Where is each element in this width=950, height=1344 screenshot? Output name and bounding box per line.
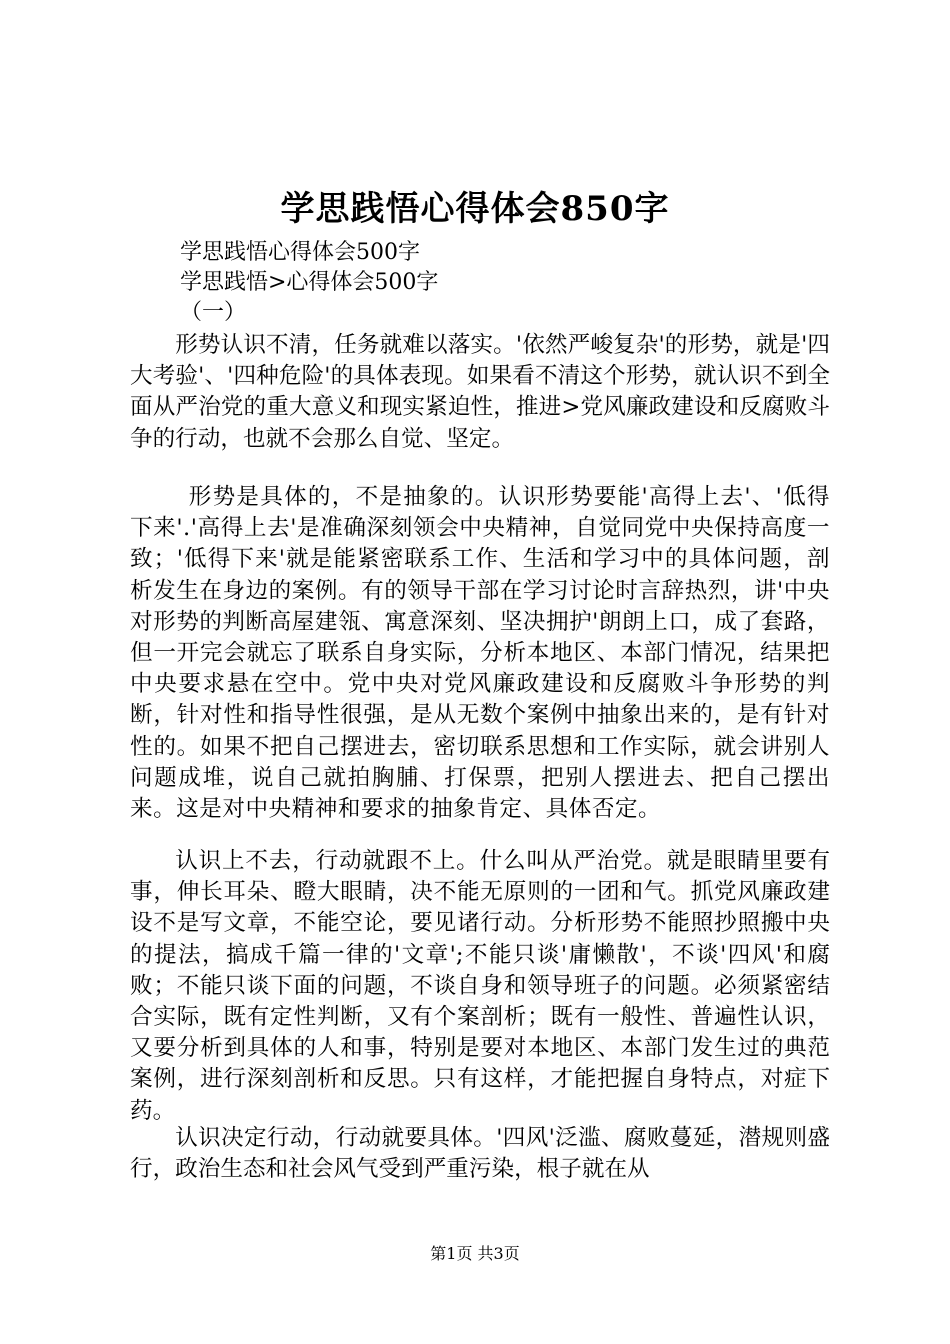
- paragraph-3: 认识上不去，行动就跟不上。什么叫从严治党。就是眼睛里要有事，伸长耳朵、瞪大眼睛，决不能无原则的一团和气。抓党风廉政建设不是写文章，不能空论，要见诸行动。分析形势不能照抄照搬中央的提法，搞成千篇一律的'文章';不能只谈'庸懒散'，不谈'四风'和腐败；不能只谈下面的问题，不谈自身和领导班子的问题。必须紧密结合实际，既有定性判断，又有个案剖析；既有一般性、普遍性认识，又要分析到具体的人和事，特别是要对本地区、本部门发生过的典范案例，进行深刻剖析和反思。只有这样，才能把握自身特点，对症下药。: [130, 848, 830, 1124]
- subtitle-line-1: 学思践悟心得体会500字: [180, 240, 420, 265]
- page-footer: 第1页 共3页: [430, 1244, 520, 1263]
- section-number: （一）: [180, 300, 247, 325]
- paragraph-1: 形势认识不清，任务就难以落实。'依然严峻复杂'的形势，就是'四大考验'、'四种危险'的具体表现。如果看不清这个形势，就认识不到全面从严治党的重大意义和现实紧迫性，推进>党风廉政建设和反腐败斗争的行动，也就不会那么自觉、坚定。: [130, 332, 830, 452]
- paragraph-2: 形势是具体的，不是抽象的。认识形势要能'高得上去'、'低得下来'.'高得上去'是准确深刻领会中央精神，自觉同党中央保持高度一致；'低得下来'就是能紧密联系工作、生活和学习中的具体问题，剖析发生在身边的案例。有的领导干部在学习讨论时言辞热烈，讲'中央对形势的判断高屋建瓴、寓意深刻、坚决拥护'朗朗上口，成了套路，但一开完会就忘了联系自身实际，分析本地区、本部门情况，结果把中央要求悬在空中。党中央对党风廉政建设和反腐败斗争形势的判断，针对性和指导性很强，是从无数个案例中抽象出来的，是有针对性的。如果不把自己摆进去，密切联系思想和工作实际，就会讲别人问题成堆，说自己就拍胸脯、打保票，把别人摆进去、把自己摆出来。这是对中央精神和要求的抽象肯定、具体否定。: [130, 484, 830, 823]
- document-title: 学思践悟心得体会850字: [280, 189, 670, 229]
- paragraph-4: 认识决定行动，行动就要具体。'四风'泛滥、腐败蔓延，潜规则盛行，政治生态和社会风气受到严重污染，根子就在从: [130, 1125, 830, 1183]
- subtitle-line-2: 学思践悟>心得体会500字: [180, 270, 439, 295]
